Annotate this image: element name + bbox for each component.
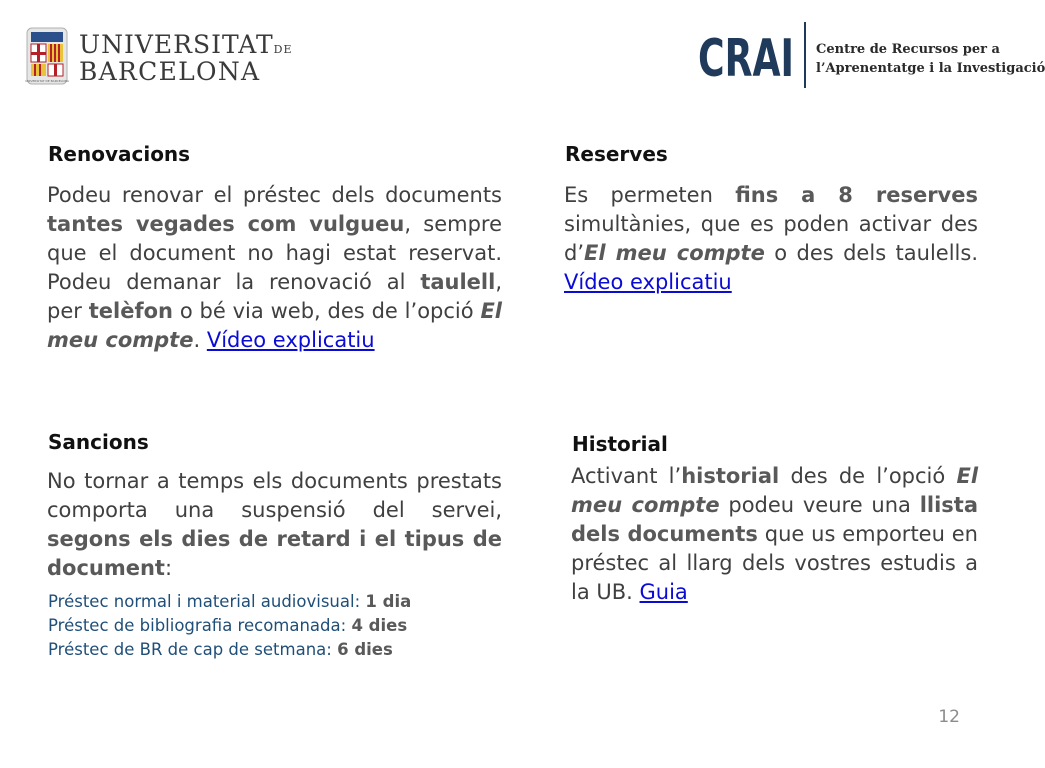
ub-logo-line2: BARCELONA xyxy=(79,57,261,86)
renovacions-text-5: . xyxy=(193,328,207,352)
reserves-heading: Reserves xyxy=(565,142,668,166)
page-number: 12 xyxy=(938,707,960,727)
reserves-text-3: o des dels taulells. xyxy=(764,241,978,265)
renovacions-bold-2: taulell xyxy=(420,270,496,294)
crai-subtitle xyxy=(816,40,1045,78)
crai-separator xyxy=(804,22,806,88)
ub-logo-line1 xyxy=(79,30,292,59)
reserves-el-meu-compte: El meu compte xyxy=(584,241,765,265)
reserves-text-2: simultànies, que es poden activar des d’ xyxy=(564,212,978,265)
sancions-item-label: Préstec normal i material audiovisual: xyxy=(48,592,361,611)
reserves-paragraph xyxy=(564,181,978,297)
sancions-item-value: 1 dia xyxy=(365,592,412,611)
sancions-item-value: 4 dies xyxy=(351,616,408,635)
renovacions-bold-3: telèfon xyxy=(88,299,173,323)
sancions-paragraph xyxy=(47,467,502,583)
historial-text-4: que us emporteu en préstec al llarg dels vostres estudis a la UB. xyxy=(571,522,978,604)
ub-logo xyxy=(25,26,293,88)
renovacions-paragraph xyxy=(47,181,502,355)
renovacions-text-1: Podeu renovar el préstec dels documents xyxy=(47,183,502,207)
reserves-bold-1: fins a 8 reserves xyxy=(735,183,978,207)
renovacions-video-link[interactable]: Vídeo explicatiu xyxy=(206,328,375,352)
renovacions-text-4: o bé via web, des de l’opció xyxy=(172,299,481,323)
sancions-list-item xyxy=(48,614,411,638)
sancions-list-item xyxy=(48,638,411,662)
ub-logo-word-universitat: UNIVERSITAT xyxy=(79,30,274,59)
historial-el-meu-compte: El meu compte xyxy=(571,464,979,517)
reserves-text-1: Es permeten xyxy=(564,183,736,207)
renovacions-text-2: , sempre que el document no hagi estat reservat. Podeu demanar la renovació al xyxy=(47,212,502,294)
sancions-list-item xyxy=(48,590,411,614)
ub-shield-icon xyxy=(25,26,69,86)
renovacions-text-3: , per xyxy=(47,270,502,323)
sancions-text-2: : xyxy=(164,556,173,580)
sancions-text-1: No tornar a temps els documents prestats comporta una suspensió del servei, xyxy=(47,469,502,522)
crai-mark-text: CRAI xyxy=(698,29,794,89)
historial-paragraph xyxy=(571,462,978,607)
historial-text-3: podeu veure una xyxy=(719,493,920,517)
crai-subtitle-line2: l’Aprenentatge i la Investigació xyxy=(816,61,1045,76)
historial-bold-1: historial xyxy=(681,464,780,488)
crai-subtitle-line1: Centre de Recursos per a xyxy=(816,42,1000,57)
historial-text-2: des de l’opció xyxy=(779,464,957,488)
sancions-item-value: 6 dies xyxy=(337,640,393,659)
ub-seal-text: UNIVERSITAT DE BARCELONA xyxy=(25,79,69,83)
reserves-video-link[interactable]: Vídeo explicatiu xyxy=(564,270,732,294)
ub-logo-word-de: DE xyxy=(273,43,293,56)
historial-heading: Historial xyxy=(572,432,668,456)
renovacions-bold-1: tantes vegades com vulgueu xyxy=(47,212,405,236)
crai-logo xyxy=(698,22,1045,92)
historial-bold-2: llista dels documents xyxy=(571,493,978,546)
sancions-bold-1: segons els dies de retard i el tipus de document xyxy=(47,527,502,580)
sancions-item-label: Préstec de BR de cap de setmana: xyxy=(48,640,332,659)
sancions-heading: Sancions xyxy=(48,430,149,454)
renovacions-heading: Renovacions xyxy=(48,142,191,166)
renovacions-el-meu-compte: El meu compte xyxy=(47,299,502,352)
historial-text-1: Activant l’ xyxy=(571,464,682,488)
sancions-item-label: Préstec de bibliografia recomanada: xyxy=(48,616,347,635)
historial-guia-link[interactable]: Guia xyxy=(639,580,688,604)
crai-mark-icon xyxy=(698,29,796,89)
sancions-list xyxy=(48,590,411,662)
